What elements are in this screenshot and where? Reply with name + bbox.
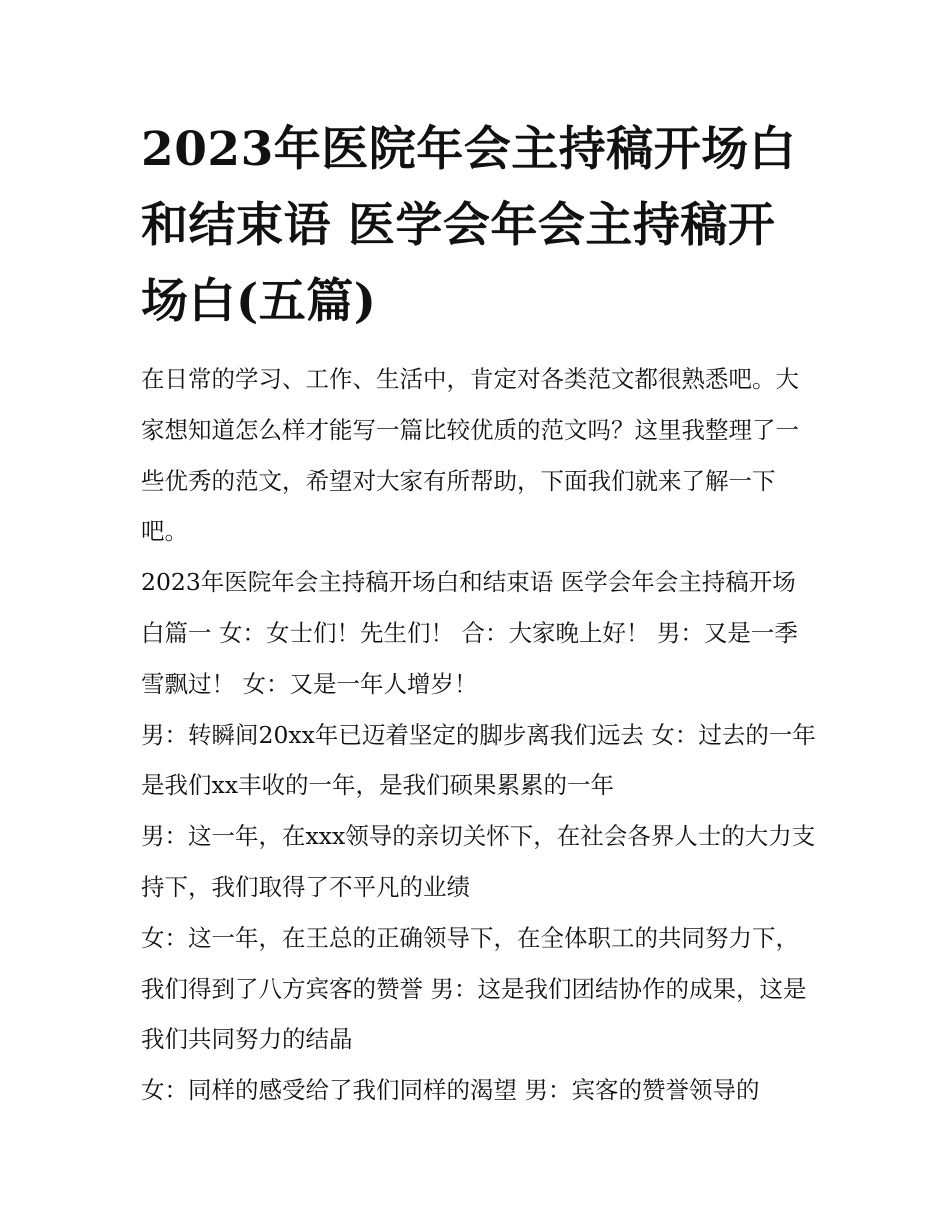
document-title: 2023年医院年会主持稿开场白和结束语 医学会年会主持稿开场白(五篇) (141, 122, 797, 329)
document-body (141, 354, 816, 1116)
paragraph-opening: 2023年医院年会主持稿开场白和结束语 医学会年会主持稿开场白篇一 女：女士们！先生们！ 合：大家晚上好！ 男：又是一季雪飘过！ 女：又是一年人增岁！ (141, 568, 798, 698)
paragraph-intro: 在日常的学习、工作、生活中，肯定对各类范文都很熟悉吧。大家想知道怎么样才能写一篇比较优质的范文吗？这里我整理了一些优秀的范文，希望对大家有所帮助，下面我们就来了解一下吧。 (141, 365, 799, 546)
paragraph: 男：这一年，在xxx领导的亲切关怀下，在社会各界人士的大力支持下，我们取得了不平凡的业绩 (141, 822, 816, 901)
paragraph: 女：同样的感受给了我们同样的渴望 男：宾客的赞誉领导的 (141, 1076, 760, 1105)
paragraph: 女：这一年，在王总的正确领导下，在全体职工的共同努力下，我们得到了八方宾客的赞誉 男：这是我们团结协作的成果，这是我们共同努力的结晶 (141, 923, 807, 1054)
paragraph: 男：转瞬间20xx年已迈着坚定的脚步离我们远去 女：过去的一年是我们xx丰收的一年，是我们硕果累累的一年 (141, 720, 816, 800)
